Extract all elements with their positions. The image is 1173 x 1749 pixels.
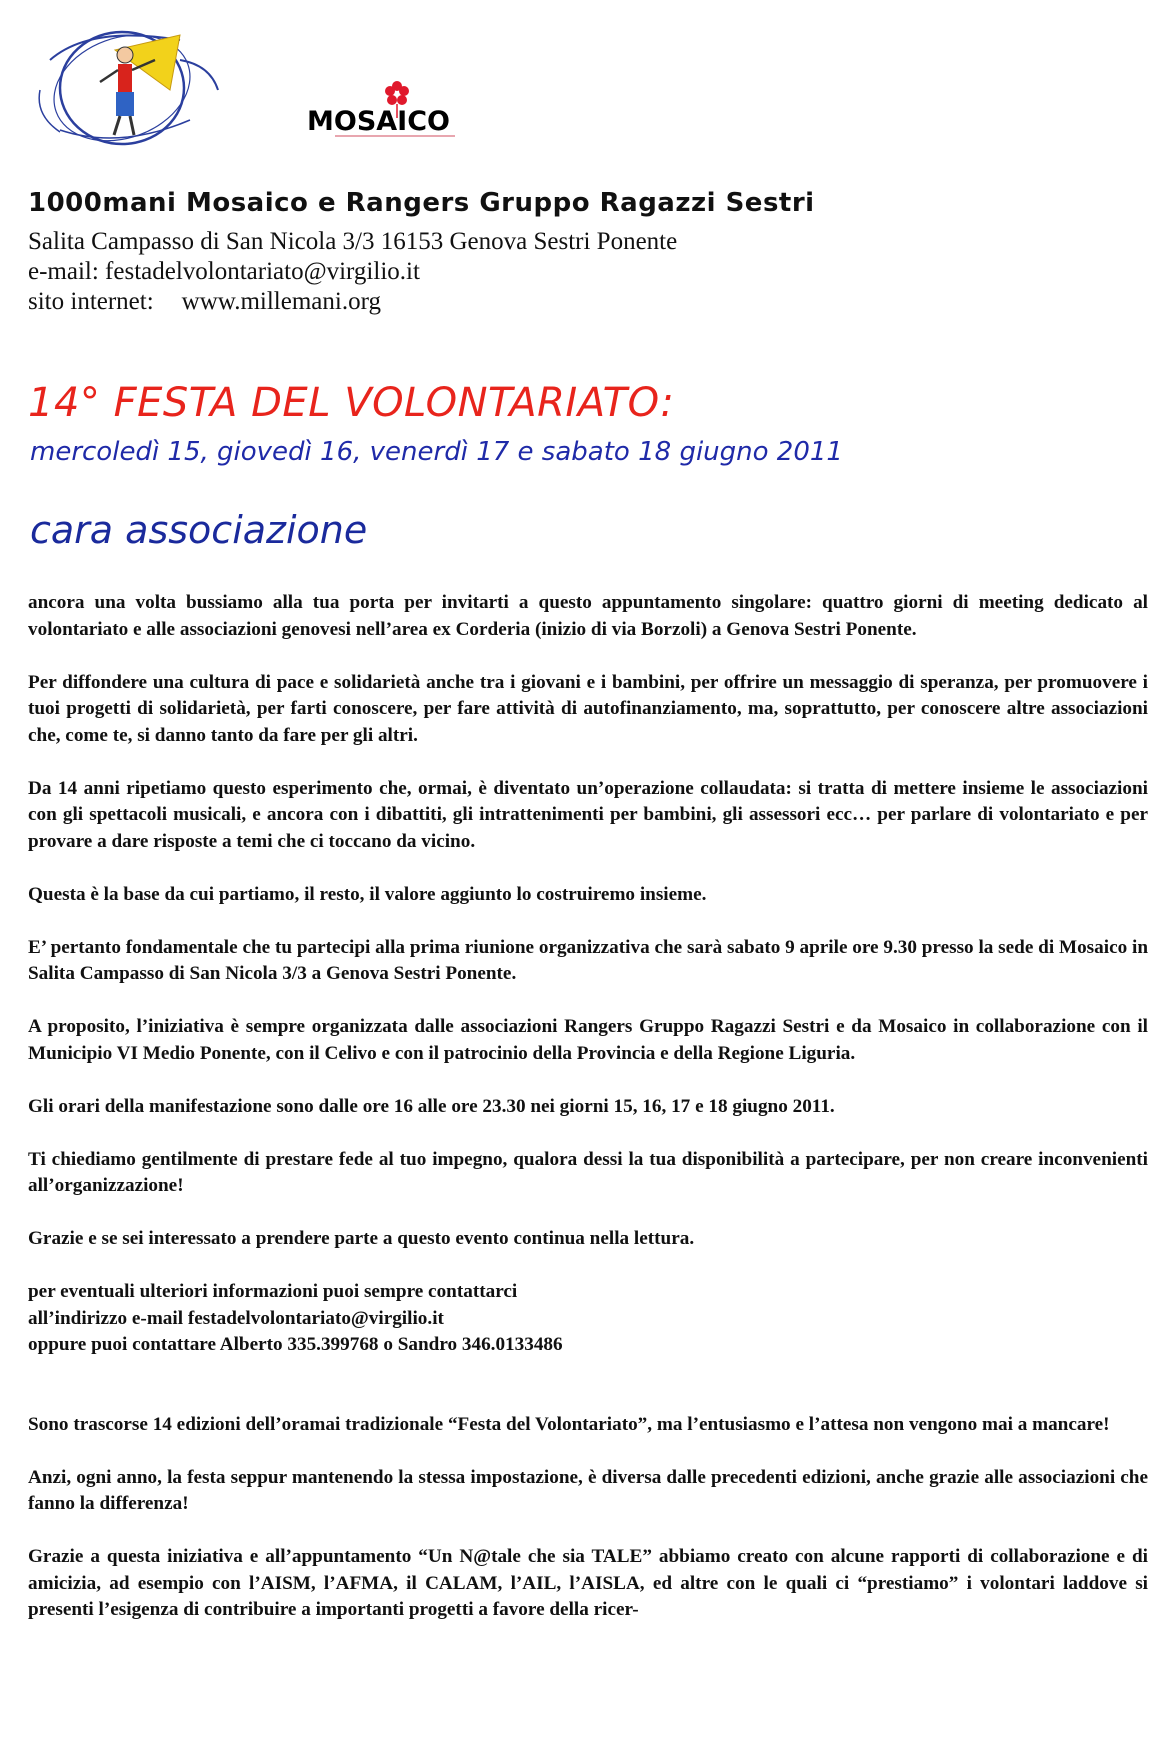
address-line: Salita Campasso di San Nicola 3/3 16153 Genova Sestri Ponente	[28, 228, 678, 255]
paragraph: Grazie a questa iniziativa e all’appuntamento “Un N@tale che sia TALE” abbiamo creato con alcune rapporti di collaborazione e di amicizia, ad esempio con l’AISM, l’AFMA, il CALAM, l’AIL, l’AISLA, ed altre con le quali ci “prestiamo” i volontari laddove si presenti l’esigenza di contribuire a importanti progetti a favore della ricer-	[28, 1546, 1148, 1620]
website-line	[28, 287, 381, 317]
letter-body	[28, 590, 1148, 1650]
spacer	[28, 1385, 1148, 1412]
millemani-logo-icon	[30, 20, 230, 150]
event-title: 14° FESTA DEL VOLONTARIATO:	[28, 380, 675, 426]
contact-line: oppure puoi contattare Alberto 335.399768 o Sandro 346.0133486	[28, 1334, 563, 1355]
website-link[interactable]: www.millemani.org	[181, 288, 381, 315]
contact-line: all’indirizzo e-mail festadelvolontariato@virgilio.it	[28, 1307, 444, 1329]
paragraph: Per diffondere una cultura di pace e solidarietà anche tra i giovani e i bambini, per offrire un messaggio di speranza, per promuovere i tuoi progetti di solidarietà, per farti conoscere, per fare attività di autofinanziamento, ma, soprattutto, per conoscere altre associazioni che, come te, si danno tanto da fare per gli altri.	[28, 671, 1148, 746]
paragraph: Sono trascorse 14 edizioni dell’oramai tradizionale “Festa del Volontariato”, ma l’entusiasmo e l’attesa non vengono mai a mancare!	[28, 1413, 1110, 1435]
mosaico-logo-icon	[305, 80, 475, 142]
organization-title: 1000mani Mosaico e Rangers Gruppo Ragazzi Sestri	[28, 188, 815, 218]
mosaico-logo-text: MOSAICO	[307, 106, 450, 137]
website-label: sito internet:	[28, 288, 154, 315]
paragraph: Ti chiediamo gentilmente di prestare fede al tuo impegno, qualora dessi la tua disponibilità a partecipare, per non creare inconvenienti all’organizzazione!	[28, 1148, 1148, 1196]
paragraph: ancora una volta bussiamo alla tua porta per invitarti a questo appuntamento singolare: quattro giorni di meeting dedicato al volontariato e alle associazioni genovesi nell’area ex Corderia (inizio di via Borzoli) a Genova Sestri Ponente.	[28, 592, 1148, 640]
contact-line: per eventuali ulteriori informazioni puoi sempre contattarci	[28, 1281, 518, 1302]
paragraph: Grazie e se sei interessato a prendere parte a questo evento continua nella lettura.	[28, 1228, 695, 1249]
paragraph: A proposito, l’iniziativa è sempre organizzata dalle associazioni Rangers Gruppo Ragazzi Sestri e da Mosaico in collaborazione con il Municipio VI Medio Ponente, con il Celivo e con il patrocinio della Provincia e della Regione Liguria.	[28, 1016, 1148, 1064]
paragraph: Anzi, ogni anno, la festa seppur mantenendo la stessa impostazione, è diversa dalle precedenti edizioni, anche grazie alle associazioni che fanno la differenza!	[28, 1466, 1148, 1514]
paragraph: Gli orari della manifestazione sono dalle ore 16 alle ore 23.30 nei giorni 15, 16, 17 e 18 giugno 2011.	[28, 1095, 835, 1117]
paragraph: Da 14 anni ripetiamo questo esperimento che, ormai, è diventato un’operazione collaudata: si tratta di mettere insieme le associazioni con gli spettacoli musicali, e ancora con i dibattiti, gli intrattenimenti per bambini, gli assessori ecc… per parlare di volontariato e per provare a dare risposte a temi che ci toccano da vicino.	[28, 777, 1148, 852]
event-dates: mercoledì 15, giovedì 16, venerdì 17 e sabato 18 giugno 2011	[30, 437, 843, 467]
email-line: e-mail: festadelvolontariato@virgilio.it	[28, 258, 420, 285]
paragraph: Questa è la base da cui partiamo, il resto, il valore aggiunto lo costruiremo insieme.	[28, 883, 707, 905]
paragraph: E’ pertanto fondamentale che tu partecipi alla prima riunione organizzativa che sarà sabato 9 aprile ore 9.30 presso la sede di Mosaico in Salita Campasso di San Nicola 3/3 a Genova Sestri Ponente.	[28, 936, 1148, 984]
salutation: cara associazione	[30, 508, 368, 552]
